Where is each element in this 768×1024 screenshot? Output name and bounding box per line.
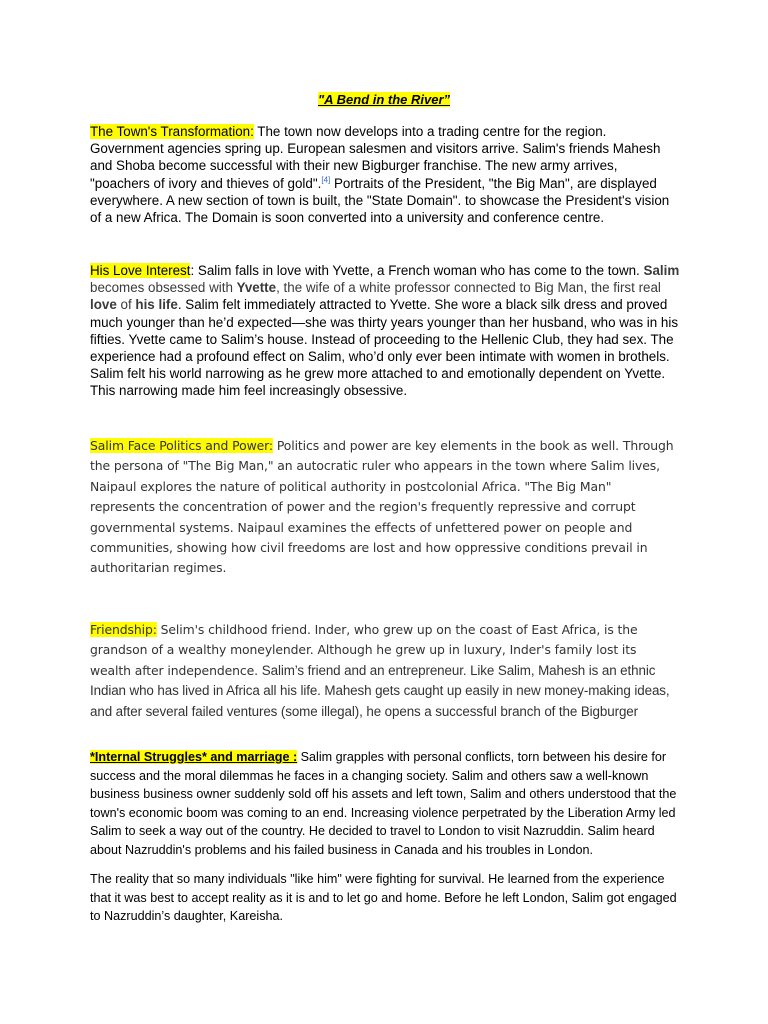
politics-text: Politics and power are key elements in the book as well. Through the persona of "The Big Man," an autocratic ruler who appears in the town where Salim lives, Naipaul explores the nature of political authority in postcolonial Africa. "The Big Man" represents the concentration of power and the region's frequently repressive and corrupt governmental systems. Naipaul examines the effects of unfettered power on people and communities, showing how civil freedoms are lost and how oppressive conditions prevail in authoritarian regimes. xyxy=(90,438,674,576)
love-line-1: : Salim falls in love with Yvette, a French woman who has come to the town. xyxy=(190,263,640,278)
footnote-link[interactable]: [4] xyxy=(321,175,331,185)
love-salim: Salim xyxy=(643,263,680,278)
title-text: "A Bend in the River” xyxy=(317,92,451,107)
struggles-text: Salim grapples with personal conflicts, torn between his desire for success and the moral dilemmas he faces in a changing society. Salim and others saw a well-known business business owner suddenly sold off his assets and left town, Salim and others understood that the town's economic boom was coming to an end. Increasing violence perpetrated by the Liberation Army led Salim to seek a way out of the country. He decided to travel to London to visit Nazruddin. Salim heard about Nazruddin's problems and his failed business in Canada and his troubles in London. xyxy=(90,750,677,857)
love-yvette: Yvette xyxy=(236,280,277,296)
politics-paragraph xyxy=(90,436,680,579)
love-mid-3: of xyxy=(116,297,136,313)
struggles-paragraph xyxy=(90,748,680,860)
transformation-text-1: The town now develops into a trading centre for the region. Government agencies spring up. European salesmen and visitors arrive. Salim's friends Mahesh and Shoba become successful with their new Bigburger franchise. The new army arrives, "poachers of ivory and thieves of gold". xyxy=(90,124,661,191)
love-his-life: his life xyxy=(135,297,178,313)
love-rest: . Salim felt immediately attracted to Yvette. She wore a black silk dress and proved much younger than he’d expected—she was thirty years younger than her husband, who was in his fifties. Yvette came to Salim’s house. Instead of proceeding to the Hellenic Club, they had sex. The experience had a profound effect on Salim, who’d only ever been intimate with women in brothels. Salim felt his world narrowing as he grew more attached to and emotionally dependent on Yvette. This narrowing made him feel increasingly obsessive. xyxy=(90,297,679,399)
love-heading: His Love Interest xyxy=(90,263,191,278)
love-word: love xyxy=(90,297,117,313)
reality-text: The reality that so many individuals "like him" were fighting for survival. He learned from the experience that it was best to accept reality as it is and to let go and home. Before he left London, Salim got engaged to Nazruddin’s daughter, Kareisha. xyxy=(90,872,677,924)
document-title xyxy=(0,92,768,107)
friendship-text-2: Salim’s friend and an entrepreneur. Like Salim, Mahesh is an ethnic Indian who has lived in Africa all his life. Mahesh gets caught up easily in new money-making ideas, and after several failed ventures (some illegal), he opens a successful branch of the Bigburger xyxy=(90,662,670,719)
transformation-heading: The Town's Transformation: xyxy=(90,124,254,139)
love-mid-1: becomes obsessed with xyxy=(90,280,237,296)
struggles-heading: *Internal Struggles* and marriage : xyxy=(90,750,298,764)
love-mid-2: , the wife of a white professor connected to Big Man, the first real xyxy=(276,280,661,296)
transformation-paragraph xyxy=(90,123,680,226)
politics-heading: Salim Face Politics and Power: xyxy=(90,438,273,453)
transformation-text-2: Portraits of the President, "the Big Man", are displayed everywhere. A new section of town is built, the "State Domain". to showcase the President's vision of a new Africa. The Domain is soon converted into a university and conference centre. xyxy=(90,175,670,226)
friendship-heading: Friendship: xyxy=(90,622,157,637)
love-paragraph xyxy=(90,262,680,400)
reality-paragraph xyxy=(90,870,680,926)
friendship-paragraph xyxy=(90,620,680,722)
friendship-text-1: Selim's childhood friend. Inder, who grew up on the coast of East Africa, is the grandson of a wealthy moneylender. Although he grew up in luxury, Inder's family lost its wealth after independence. xyxy=(90,622,638,678)
